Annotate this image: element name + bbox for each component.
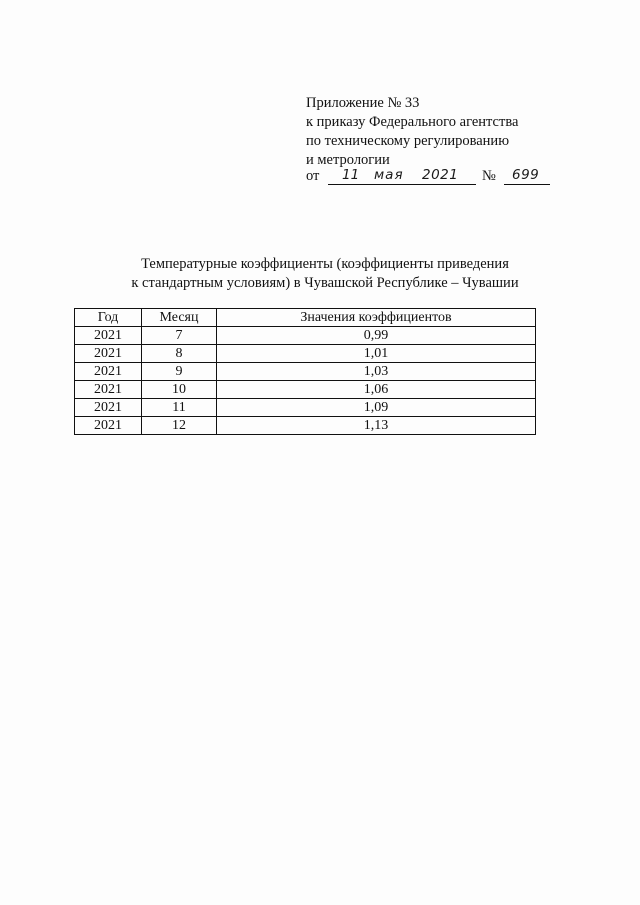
header-values: Значения коэффициентов (217, 309, 536, 327)
cell-value: 1,03 (217, 363, 536, 381)
cell-value: 1,09 (217, 399, 536, 417)
handwritten-day: 11 (342, 167, 360, 183)
order-date-line (306, 166, 596, 188)
table-row (75, 417, 536, 435)
table-row (75, 381, 536, 399)
cell-month: 7 (142, 327, 217, 345)
handwritten-year: 2021 (422, 167, 459, 183)
appendix-line: по техническому регулированию (306, 133, 510, 149)
cell-year: 2021 (75, 363, 142, 381)
title-line-2: к стандартным условиям) в Чувашской Республике – Чувашии (131, 275, 519, 291)
header-month: Месяц (142, 309, 217, 327)
cell-value: 1,13 (217, 417, 536, 435)
appendix-line: к приказу Федерального агентства (306, 114, 519, 130)
cell-month: 12 (142, 417, 217, 435)
number-label: № (482, 168, 496, 184)
table-header-row (75, 309, 536, 327)
handwritten-order-number: 699 (512, 167, 540, 183)
date-field (328, 166, 476, 185)
cell-year: 2021 (75, 381, 142, 399)
coefficients-table (74, 308, 536, 435)
title-line-1: Температурные коэффициенты (коэффициенты приведения (141, 256, 509, 272)
cell-value: 1,01 (217, 345, 536, 363)
cell-value: 1,06 (217, 381, 536, 399)
handwritten-month: мая (374, 167, 404, 183)
table-row (75, 327, 536, 345)
cell-month: 8 (142, 345, 217, 363)
cell-month: 10 (142, 381, 217, 399)
cell-year: 2021 (75, 399, 142, 417)
date-prefix: от (306, 168, 320, 184)
table-row (75, 345, 536, 363)
appendix-header (306, 94, 566, 170)
header-year: Год (75, 309, 142, 327)
cell-value: 0,99 (217, 327, 536, 345)
table-row (75, 363, 536, 381)
table-row (75, 399, 536, 417)
cell-month: 11 (142, 399, 217, 417)
appendix-line: Приложение № 33 (306, 95, 420, 111)
cell-year: 2021 (75, 417, 142, 435)
cell-year: 2021 (75, 345, 142, 363)
order-number-field (504, 166, 550, 185)
document-title (80, 255, 570, 293)
cell-month: 9 (142, 363, 217, 381)
appendix-line: и метрологии (306, 152, 390, 168)
cell-year: 2021 (75, 327, 142, 345)
